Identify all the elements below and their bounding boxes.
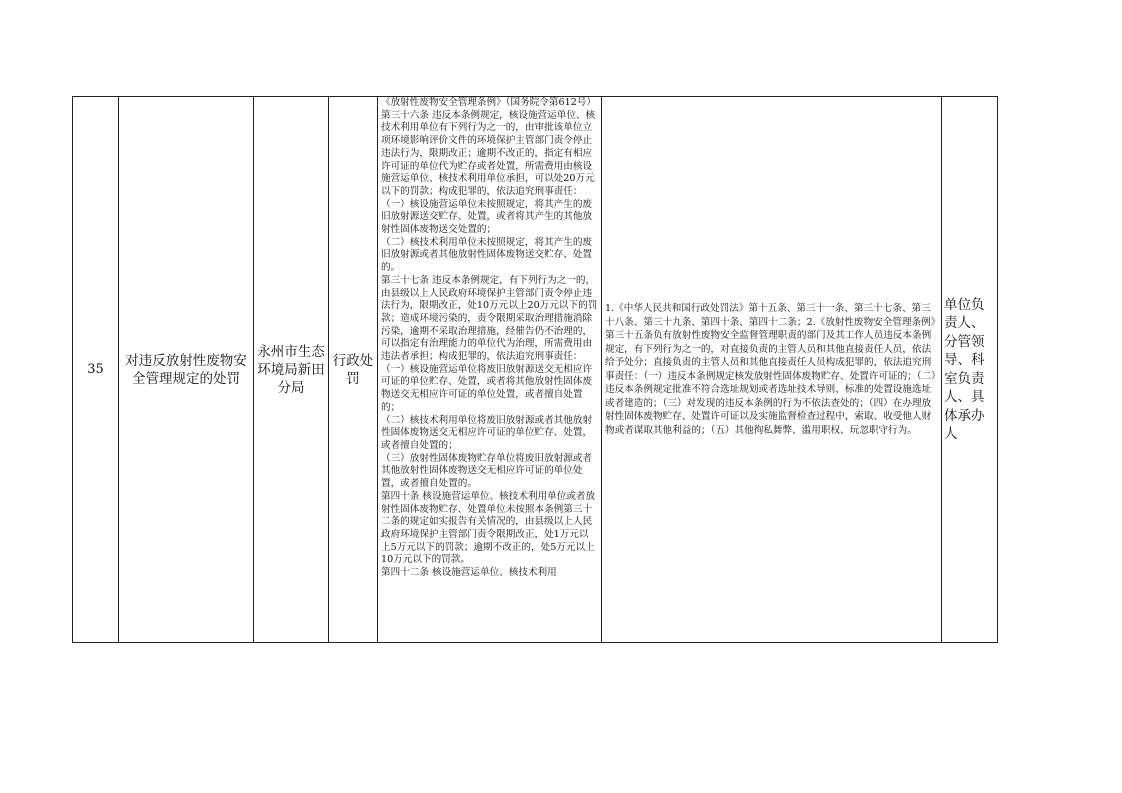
department-name: 永州市生态环境局新田分局 [257,343,325,396]
item-name-cell [119,97,254,643]
power-type: 行政处罚 [332,352,374,387]
power-type-cell [329,97,378,643]
responsible-persons: 单位负责人、分管领导、科室负责人、具体承办人 [944,296,985,442]
basis-paragraph: （一）核设施营运单位未按照规定，将其产生的废旧放射源送交贮存、处置，或者将其产生的其他放射性固体废物送交处置的； [381,198,593,236]
accountability-cell [602,97,942,643]
basis-paragraph: 第三十七条 违反本条例规定，有下列行为之一的，由县级以上人民政府环境保护主管部门责令停止违法行为，限期改正，处10万元以上20万元以下的罚款；造成环境污染的，责令限期采取治理措施消除污染，逾期不采取治理措施，经催告仍不治理的，可以指定有治理能力的单位代为治理，所需费用由违法者承担；构成犯罪的，依法追究刑事责任： [381,274,598,363]
penalty-table [72,96,998,643]
legal-basis-text [378,97,601,642]
legal-basis-cell [378,97,602,643]
basis-paragraph: （三）放射性固体废物贮存单位将废旧放射源或者其他放射性固体废物送交无相应许可证的单位处置，或者擅自处置的。 [381,452,593,490]
row-number-cell [73,97,119,643]
row-number: 35 [87,362,104,377]
basis-paragraph: 《放射性废物安全管理条例》（国务院令第612号） 第三十六条 违反本条例规定，核设施营运单位、核技术利用单位有下列行为之一的，由审批该单位立项环境影响评价文件的环境保护主管部门责令停止违法行为，限期改正；逾期不改正的，指定有相应许可证的单位代为贮存或者处置，所需费用由核设施营运单位、核技术利用单位承担，可以处20万元以下的罚款；构成犯罪的，依法追究刑事责任： [381,97,596,197]
basis-paragraph: （二）核技术利用单位未按照规定，将其产生的废旧放射源或者其他放射性固体废物送交贮存、处置的。 [381,236,593,274]
basis-paragraph: 第四十二条 核设施营运单位、核技术利用 [381,567,557,579]
table-row [73,97,998,643]
basis-paragraph: 第四十条 核设施营运单位、核技术利用单位或者放射性固体废物贮存、处置单位未按照本条例第三十二条的规定如实报告有关情况的，由县级以上人民政府环境保护主管部门责令限期改正，处1万元以上5万元以下的罚款；逾期不改正的，处5万元以上10万元以下的罚款。 [381,490,596,566]
responsible-cell [942,97,998,643]
basis-paragraph: （二）核技术利用单位将废旧放射源或者其他放射性固体废物送交无相应许可证的单位贮存、处置，或者擅自处置的； [381,414,593,451]
item-name: 对违反放射性废物安全管理规定的处罚 [125,352,247,387]
accountability-text: 1.《中华人民共和国行政处罚法》第十五条、第三十一条、第三十七条、第三十八条、第三十九条、第四十条、第四十二条；2.《放射性废物安全管理条例》第三十五条负有放射性废物安全监督管理职责的部门及其工作人员违反本条例规定，有下列行为之一的，对直接负责的主管人员和其他直接责任人员，依法给予处分；直接负责的主管人员和其他直接责任人员构成犯罪的，依法追究刑事责任：（一）违反本条例规定核发放射性固体废物贮存、处置许可证的；（二）违反本条例规定批准不符合选址规划或者选址技术导则、标准的处置设施选址或者建造的；（三）对发现的违反本条例的行为不依法查处的；（四）在办理放射性固体废物贮存、处置许可证以及实施监督检查过程中，索取、收受他人财物或者谋取其他利益的；（五）其他徇私舞弊、滥用职权、玩忽职守行为。 [605,303,936,436]
department-cell [254,97,329,643]
basis-paragraph: （一）核设施营运单位将废旧放射源送交无相应许可证的单位贮存、处置，或者将其他放射性固体废物送交无相应许可证的单位处置，或者擅自处置的； [381,363,593,413]
